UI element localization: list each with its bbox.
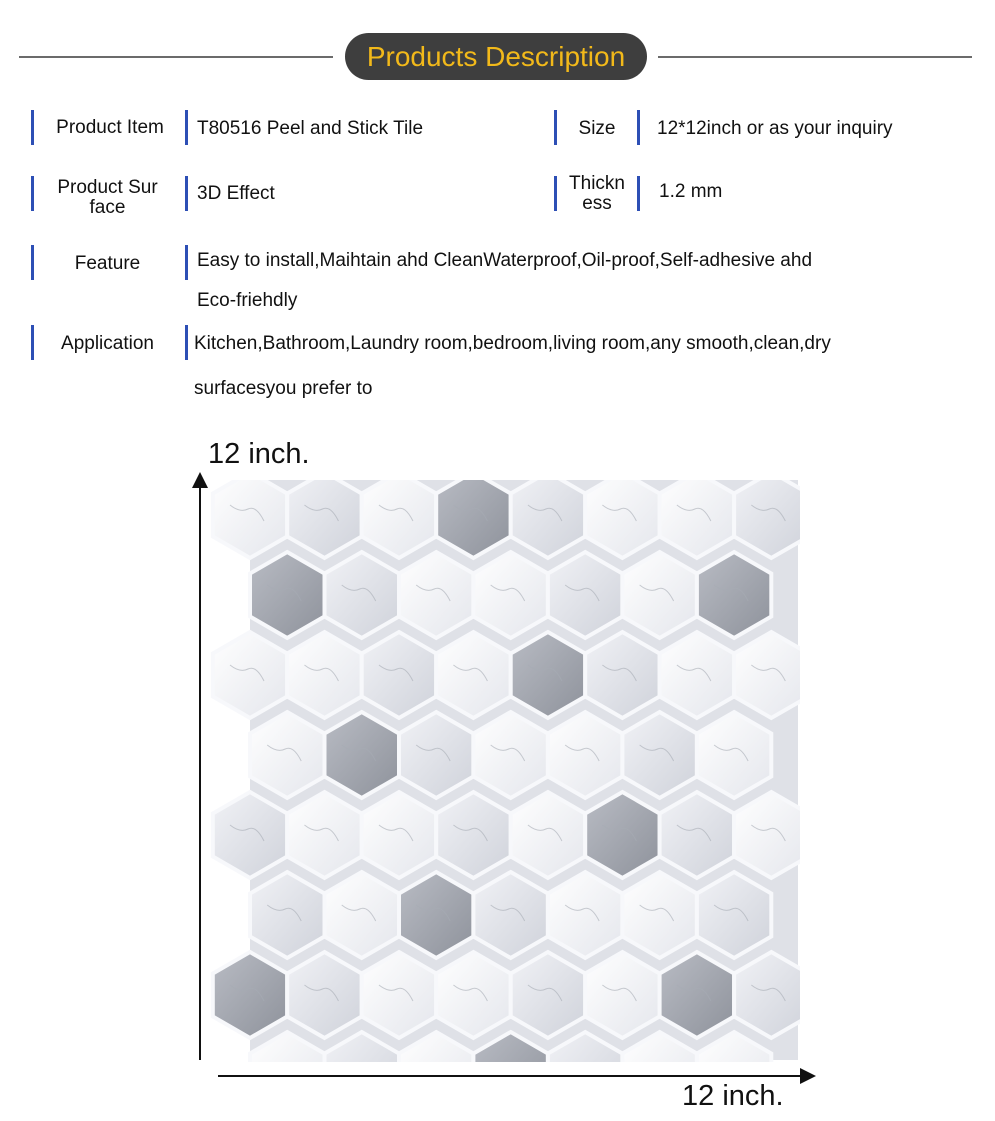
hexagon-tile — [325, 872, 400, 958]
hexagon-tile — [436, 952, 511, 1038]
hexagon-tile — [325, 552, 400, 638]
value-bar — [185, 176, 188, 211]
value-bar — [185, 245, 188, 280]
hexagon-tile — [250, 712, 325, 798]
hexagon-tile — [250, 552, 325, 638]
product-item-label: Product Item — [56, 117, 164, 138]
hexagon-tile — [213, 792, 287, 878]
product-surface-label — [40, 178, 175, 218]
value-bar — [185, 110, 188, 145]
label-line: Thickn — [569, 173, 625, 194]
hexagon-tile — [473, 872, 548, 958]
hexagon-tile — [473, 712, 548, 798]
hexagon-tile — [399, 712, 473, 798]
thickness-label — [560, 174, 634, 214]
hexagon-tile — [697, 552, 771, 638]
hexagon-tile — [362, 952, 437, 1038]
section-title: Products Description — [345, 33, 647, 80]
value-bar — [637, 176, 640, 211]
hexagon-tile — [622, 712, 697, 798]
hexagon-tile — [287, 952, 362, 1038]
hexagon-tile — [287, 632, 362, 718]
size-value: 12*12inch or as your inquiry — [657, 118, 893, 139]
header-rule-left — [19, 56, 333, 58]
hexagon-tile — [548, 872, 623, 958]
label-bar — [31, 110, 34, 145]
hexagon-tile — [585, 792, 659, 878]
hexagon-tile — [399, 872, 473, 958]
hexagon-tile — [622, 552, 697, 638]
label-line: Product Sur — [57, 177, 158, 198]
hexagon-tile — [697, 712, 771, 798]
label-bar — [554, 110, 557, 145]
hexagon-tile — [399, 552, 473, 638]
hexagon-tile — [362, 792, 437, 878]
product-item-value: T80516 Peel and Stick Tile — [197, 118, 424, 139]
hexagon-tile — [660, 632, 735, 718]
hexagon-tile — [325, 712, 400, 798]
hexagon-tile — [287, 792, 362, 878]
label-bar — [31, 176, 34, 211]
label-bar — [554, 176, 557, 211]
hexagon-tile — [548, 552, 623, 638]
product-surface-value: 3D Effect — [197, 183, 275, 204]
application-value — [194, 333, 984, 400]
hexagon-tile — [213, 632, 287, 718]
hexagon-tile — [250, 872, 325, 958]
value-bar — [185, 325, 188, 360]
label-bar — [31, 245, 34, 280]
hexagon-tile — [585, 952, 659, 1038]
label-bar — [31, 325, 34, 360]
thickness-value: 1.2 mm — [659, 181, 723, 202]
hexagon-tile — [213, 952, 287, 1038]
width-dimension-label: 12 inch. — [682, 1080, 784, 1112]
hexagon-tile — [622, 872, 697, 958]
hexagon-tile — [511, 952, 586, 1038]
height-dimension-label: 12 inch. — [208, 438, 310, 470]
hexagon-tile — [660, 952, 735, 1038]
hexagon-tile — [473, 552, 548, 638]
value-line: Kitchen,Bathroom,Laundry room,bedroom,living room,any smooth,clean,dry — [194, 333, 831, 354]
feature-value — [197, 241, 977, 321]
label-line: face — [89, 197, 126, 218]
header-rule-right — [658, 56, 972, 58]
width-arrow — [218, 1066, 818, 1086]
value-bar — [637, 110, 640, 145]
application-label: Application — [61, 333, 154, 354]
hexagon-tile — [362, 632, 437, 718]
value-line: surfacesyou prefer to — [194, 378, 373, 399]
hexagon-tile — [660, 792, 735, 878]
hexagon-tile — [697, 872, 771, 958]
hexagon-tile — [511, 632, 586, 718]
value-line: Easy to install,Maihtain ahd CleanWaterproof,Oil-proof,Self-adhesive ahd — [197, 250, 813, 271]
hexagon-tile — [548, 712, 623, 798]
label-line: ess — [582, 193, 612, 214]
product-image-hexagon-tile — [205, 480, 800, 1062]
hexagon-tile — [436, 632, 511, 718]
size-label: Size — [578, 118, 616, 139]
value-line: Eco-friehdly — [197, 290, 298, 311]
hexagon-tile — [585, 632, 659, 718]
feature-label: Feature — [74, 253, 141, 274]
hexagon-tile — [436, 792, 511, 878]
hexagon-tile — [511, 792, 586, 878]
